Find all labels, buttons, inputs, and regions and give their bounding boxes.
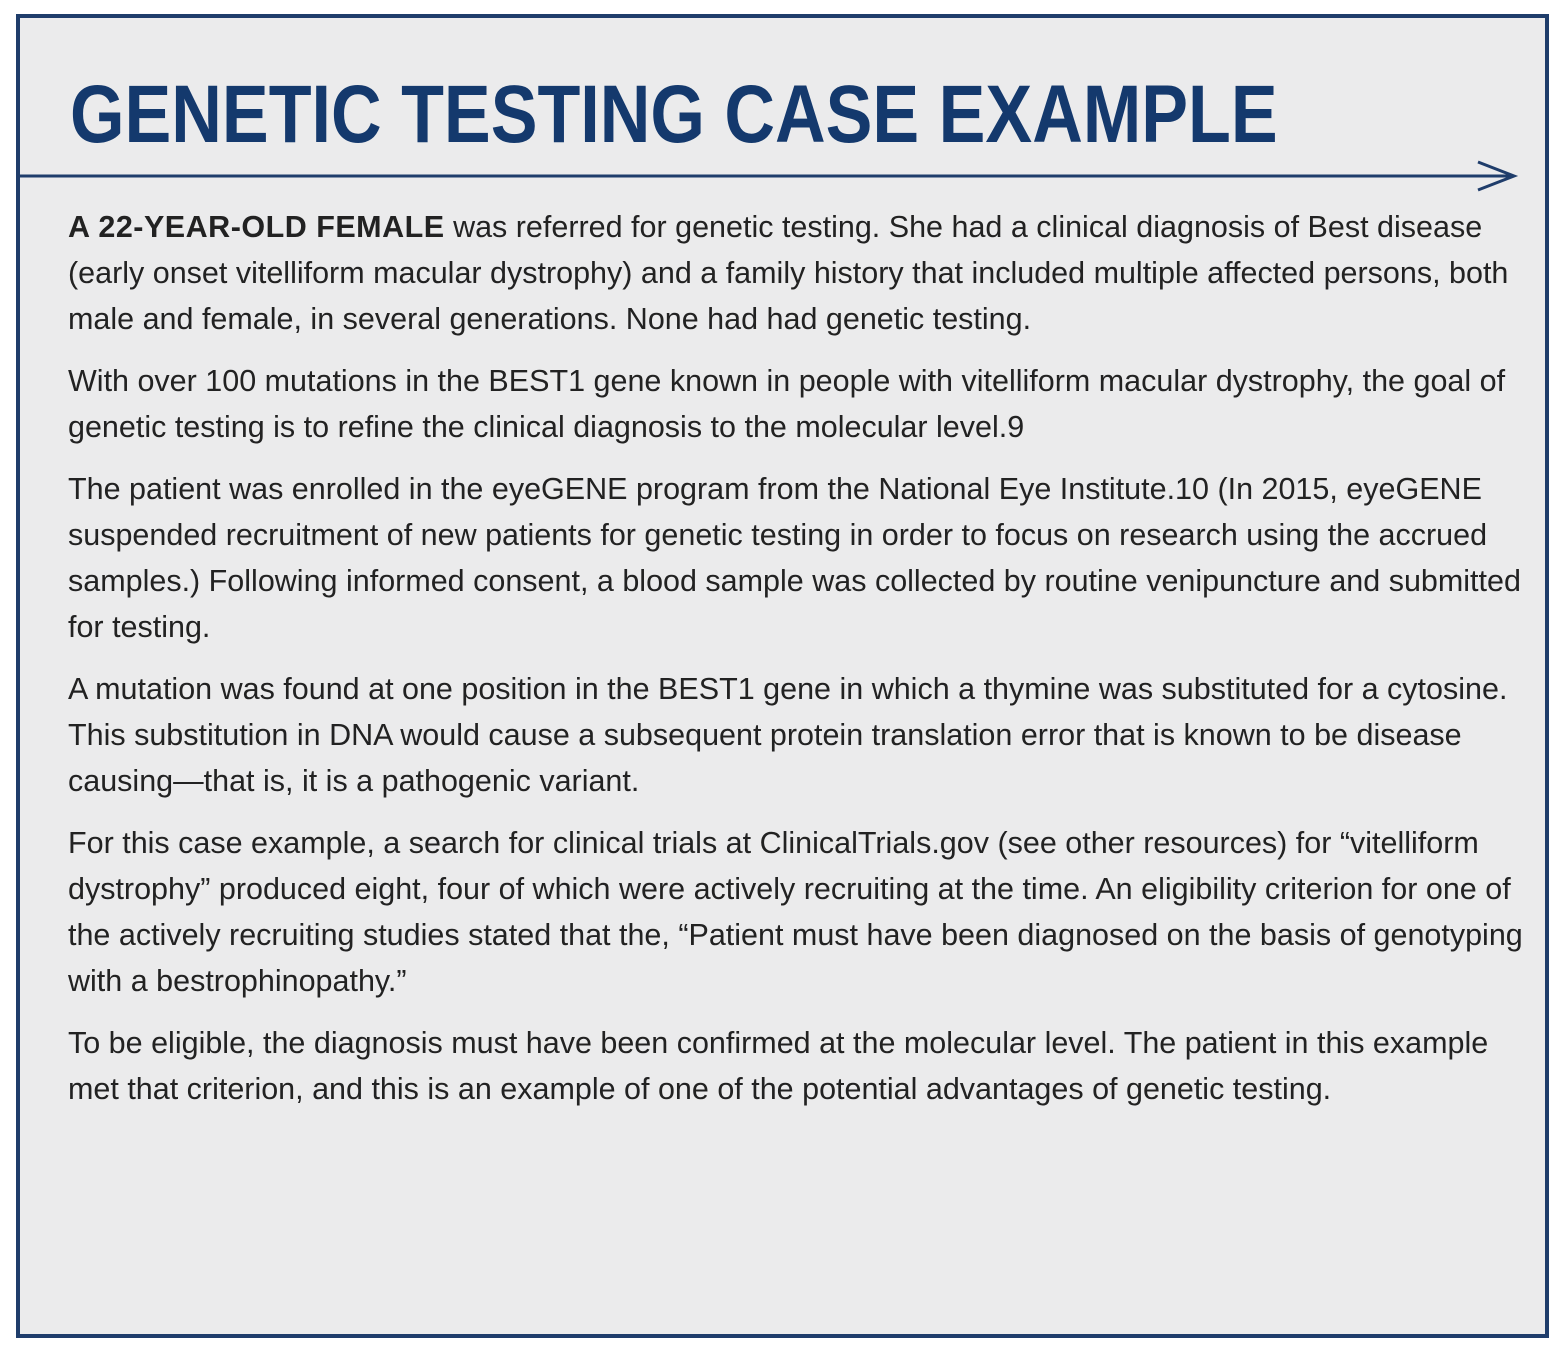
paragraph-lead: A 22-YEAR-OLD FEMALE <box>68 210 445 244</box>
paragraph-clinical-trials: For this case example, a search for clinical trials at ClinicalTrials.gov (see other resources) for “vitelliform dystrophy” produced eight, four of which were actively recruiting at the time. An eligibility criterion for one of the actively recruiting studies stated that the, “Patient must have been diagnosed on the basis of genotyping with a bestrophinopathy.” <box>68 826 1523 998</box>
paragraph-result: A mutation was found at one position in the BEST1 gene in which a thymine was substituted for a cytosine. This substitution in DNA would cause a subsequent protein translation error that is known to be disease causing—that is, it is a pathogenic variant. <box>68 672 1508 798</box>
case-example-panel <box>16 14 1549 1338</box>
case-body <box>68 204 1528 1128</box>
paragraph-enrollment: The patient was enrolled in the eyeGENE program from the National Eye Institute.10 (In 2015, eyeGENE suspended recruitment of new patients for genetic testing in order to focus on research using the accrued samples.) Following informed consent, a blood sample was collected by routine venipuncture and submitted for testing. <box>68 472 1521 644</box>
paragraph-conclusion: To be eligible, the diagnosis must have been confirmed at the molecular level. The patient in this example met that criterion, and this is an example of one of the potential advantages of genetic testing. <box>68 1026 1489 1106</box>
paragraph-intro <box>68 204 1528 342</box>
panel-title: GENETIC TESTING CASE EXAMPLE <box>70 69 1278 160</box>
paragraph-intro-text: was referred for genetic testing. She had a clinical diagnosis of Best disease (early onset vitelliform macular dystrophy) and a family history that included multiple affected persons, both male and female, in several generations. None had had genetic testing. <box>68 210 1509 336</box>
paragraph-mutations: With over 100 mutations in the BEST1 gene known in people with vitelliform macular dystrophy, the goal of genetic testing is to refine the clinical diagnosis to the molecular level.9 <box>68 364 1506 444</box>
arrow-rule-divider <box>20 156 1545 196</box>
